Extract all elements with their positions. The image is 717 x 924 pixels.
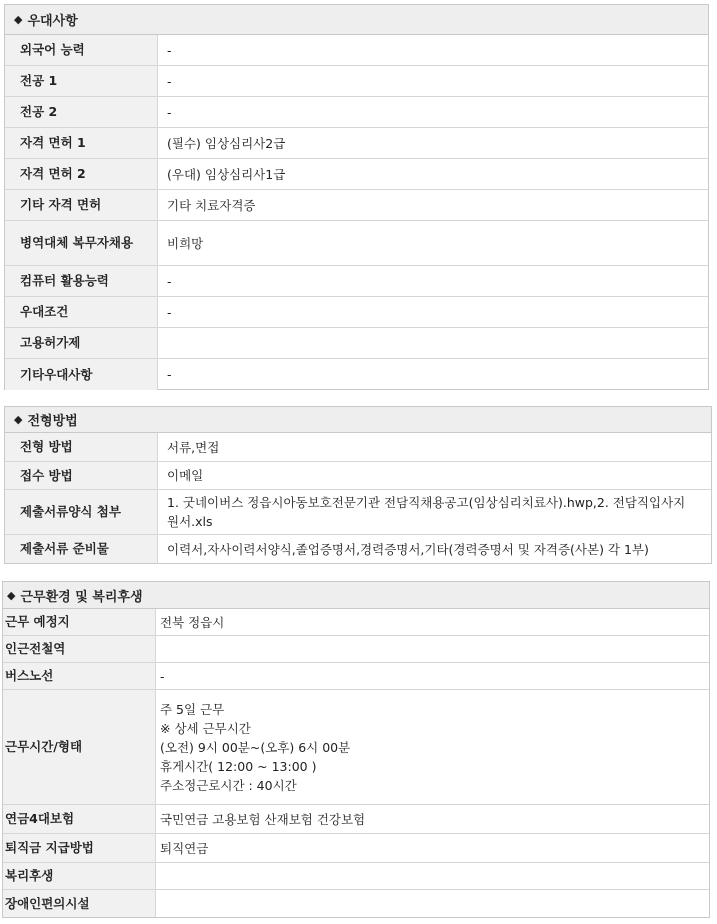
selection-section	[4, 406, 712, 564]
work-hours-line: (오전) 9시 00분~(오후) 6시 00분	[160, 739, 351, 755]
work-hours-lines	[160, 700, 350, 795]
diamond-bullet-icon: ◆	[14, 413, 23, 426]
row-label: 기타 자격 면허	[5, 190, 158, 220]
table-row	[3, 834, 709, 863]
row-label: 버스노선	[3, 663, 156, 689]
row-value: 이메일	[167, 468, 204, 483]
work-hours-line: 휴게시간( 12:00 ~ 13:00 )	[160, 758, 317, 774]
row-label: 자격 면허 1	[5, 128, 158, 158]
row-label: 근무 예정지	[3, 609, 156, 635]
table-row	[5, 297, 708, 328]
section-header	[3, 582, 709, 609]
table-row	[5, 433, 711, 462]
table-row	[3, 663, 709, 690]
row-value: (우대) 임상심리사1급	[167, 166, 286, 182]
row-label: 우대조건	[5, 297, 158, 327]
row-label: 전형 방법	[5, 433, 158, 461]
table-row	[3, 690, 709, 805]
row-label: 인근전철역	[3, 636, 156, 662]
table-row	[5, 66, 708, 97]
row-value: 이력서,자사이력서양식,졸업증명서,경력증명서,기타(경력증명서 및 자격증(사본) 각 1부)	[167, 541, 649, 557]
section-title: 전형방법	[27, 414, 78, 429]
row-value: 1. 굿네이버스 정읍시아동보호전문기관 전담직채용공고(임상심리치료사).hwp,2. 전담직입사지원서.xls	[167, 495, 686, 529]
row-value: -	[167, 273, 172, 289]
table-row	[5, 266, 708, 297]
row-value: -	[167, 42, 172, 58]
section-header	[5, 407, 711, 433]
row-label: 전공 2	[5, 97, 158, 127]
row-label: 병역대체 복무자채용	[5, 221, 158, 265]
table-row	[5, 359, 708, 390]
row-label: 외국어 능력	[5, 35, 158, 65]
row-value	[156, 636, 709, 662]
row-value: 전북 정읍시	[160, 614, 225, 630]
table-row	[5, 97, 708, 128]
work-hours-line: ※ 상세 근무시간	[160, 720, 251, 736]
row-label: 고용허가제	[5, 328, 158, 358]
table-row	[3, 609, 709, 636]
row-value: 퇴직연금	[160, 840, 209, 856]
row-label: 접수 방법	[5, 462, 158, 489]
section-title: 우대사항	[27, 14, 78, 29]
table-row	[5, 221, 708, 266]
row-label: 연금4대보험	[3, 805, 156, 833]
row-label: 전공 1	[5, 66, 158, 96]
row-value: -	[167, 367, 172, 382]
row-label: 복리후생	[3, 863, 156, 889]
work-environment-section	[2, 581, 710, 918]
diamond-bullet-icon: ◆	[7, 588, 16, 602]
row-value: -	[160, 668, 165, 684]
table-row	[3, 636, 709, 663]
diamond-bullet-icon: ◆	[14, 13, 23, 26]
table-row	[5, 128, 708, 159]
row-value: 기타 치료자격증	[167, 197, 256, 213]
row-value: -	[167, 73, 172, 89]
row-label: 장애인편의시설	[3, 890, 156, 917]
row-value: 서류,면접	[167, 439, 220, 455]
row-label: 퇴직금 지급방법	[3, 834, 156, 862]
row-label: 컴퓨터 활용능력	[5, 266, 158, 296]
table-row	[5, 535, 711, 563]
table-row	[3, 863, 709, 890]
section-header	[5, 5, 708, 35]
work-hours-line: 주소정근로시간 : 40시간	[160, 777, 297, 793]
table-row	[5, 159, 708, 190]
row-label: 제출서류양식 첨부	[5, 490, 158, 534]
row-value: (필수) 임상심리사2급	[167, 135, 286, 151]
row-value: -	[167, 304, 172, 320]
table-row	[5, 490, 711, 535]
table-row	[5, 35, 708, 66]
table-row	[3, 805, 709, 834]
table-row	[3, 890, 709, 917]
preferences-section	[4, 4, 709, 390]
row-label: 기타우대사항	[5, 359, 158, 390]
row-value: 비희망	[167, 235, 204, 251]
row-value	[158, 328, 708, 358]
table-row	[5, 190, 708, 221]
row-value: 국민연금 고용보험 산재보험 건강보험	[160, 811, 366, 827]
row-value	[156, 863, 709, 889]
work-hours-line: 주 5일 근무	[160, 701, 225, 717]
row-value	[156, 890, 709, 917]
section-title: 근무환경 및 복리후생	[20, 589, 143, 605]
table-row	[5, 328, 708, 359]
row-label: 근무시간/형태	[3, 690, 156, 804]
table-row	[5, 462, 711, 490]
row-label: 제출서류 준비물	[5, 535, 158, 563]
row-value	[156, 690, 709, 804]
row-label: 자격 면허 2	[5, 159, 158, 189]
row-value: -	[167, 104, 172, 120]
